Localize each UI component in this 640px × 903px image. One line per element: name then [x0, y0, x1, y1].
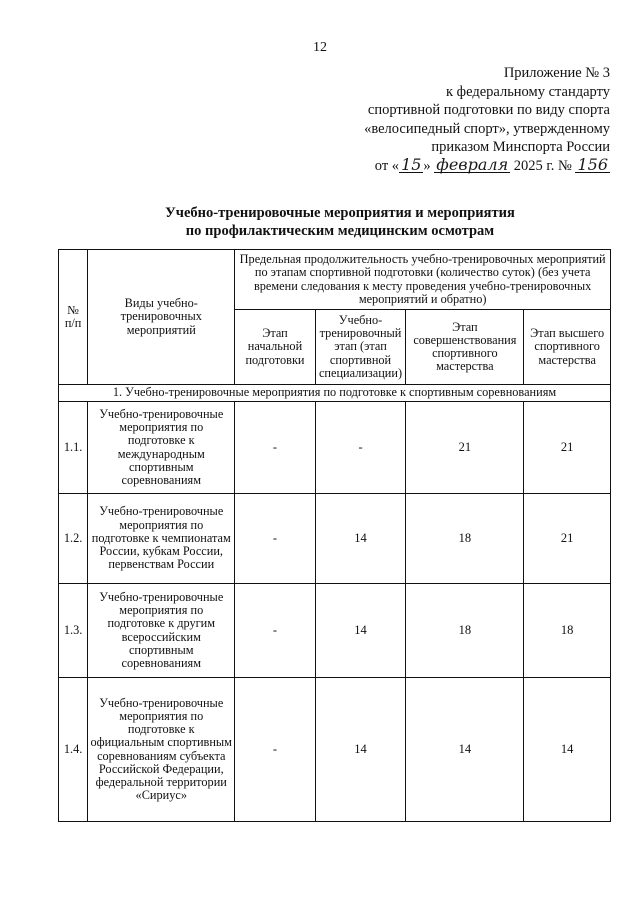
header-num: № п/п — [59, 250, 88, 385]
row-num: 1.3. — [59, 584, 88, 678]
title-line-2: по профилактическим медицинским осмотрам — [185, 223, 495, 239]
section-row — [59, 385, 611, 402]
date-month: февраля — [436, 154, 509, 174]
row-value: - — [315, 402, 406, 494]
row-kind: Учебно-тренировочные мероприятия по подготовке к другим всероссийским спортивным соревнованиям — [88, 584, 235, 678]
section-title: 1. Учебно-тренировочные мероприятия по подготовке к спортивным соревнованиям — [59, 385, 611, 402]
appendix-line: «велосипедный спорт», утвержденному — [364, 120, 610, 137]
order-number: 156 — [577, 154, 608, 174]
date-prefix: от « — [374, 157, 400, 174]
date-day: 15 — [401, 154, 422, 174]
header-group: Предельная продолжительность учебно-тренировочных мероприятий по этапам спортивной подготовки (количество суток) (без учета времени следования к месту проведения учебно-тренировочных мероприятий и обратно) — [235, 250, 611, 310]
date-year: 2025 г. № — [513, 157, 572, 174]
row-value: - — [235, 584, 315, 678]
table-row — [59, 678, 611, 822]
header-stage: Этап высшего спортивного мастерства — [524, 310, 611, 385]
table-header-row — [59, 250, 611, 310]
row-value: 21 — [524, 402, 611, 494]
appendix-block — [310, 64, 610, 175]
row-value: 21 — [406, 402, 524, 494]
row-value: 21 — [524, 494, 611, 584]
row-num: 1.1. — [59, 402, 88, 494]
table-row — [59, 402, 611, 494]
title-line-1: Учебно-тренировочные мероприятия и мероприятия — [165, 205, 515, 221]
training-events-table — [58, 249, 611, 822]
table-row — [59, 494, 611, 584]
row-value: - — [235, 494, 315, 584]
header-stage: Этап начальной подготовки — [235, 310, 315, 385]
row-value: 14 — [315, 584, 406, 678]
row-value: 14 — [406, 678, 524, 822]
header-kind: Виды учебно-тренировочных мероприятий — [88, 250, 235, 385]
row-num: 1.4. — [59, 678, 88, 822]
row-value: 18 — [524, 584, 611, 678]
appendix-line: к федеральному стандарту — [446, 83, 610, 100]
row-value: 14 — [315, 494, 406, 584]
row-value: 14 — [524, 678, 611, 822]
row-kind: Учебно-тренировочные мероприятия по подготовке к чемпионатам России, кубкам России, первенствам России — [88, 494, 235, 584]
table-row — [59, 584, 611, 678]
row-value: - — [235, 678, 315, 822]
date-mid: » — [423, 157, 431, 174]
row-value: 14 — [315, 678, 406, 822]
page-number: 12 — [313, 40, 327, 55]
header-stage: Этап совершенствования спортивного мастерства — [406, 310, 524, 385]
appendix-line: Приложение № 3 — [503, 65, 610, 81]
document-title — [0, 204, 640, 240]
row-kind: Учебно-тренировочные мероприятия по подготовке к международным спортивным соревнованиям — [88, 402, 235, 494]
appendix-line: приказом Минспорта России — [431, 139, 610, 155]
row-kind: Учебно-тренировочные мероприятия по подготовке к официальным спортивным соревнованиям субъекта Российской Федерации, федеральной территории «Сириус» — [88, 678, 235, 822]
row-value: - — [235, 402, 315, 494]
row-num: 1.2. — [59, 494, 88, 584]
row-value: 18 — [406, 494, 524, 584]
row-value: 18 — [406, 584, 524, 678]
order-date-line — [310, 154, 610, 176]
appendix-line: спортивной подготовки по виду спорта — [367, 102, 610, 118]
header-stage: Учебно-тренировочный этап (этап спортивной специализации) — [315, 310, 406, 385]
